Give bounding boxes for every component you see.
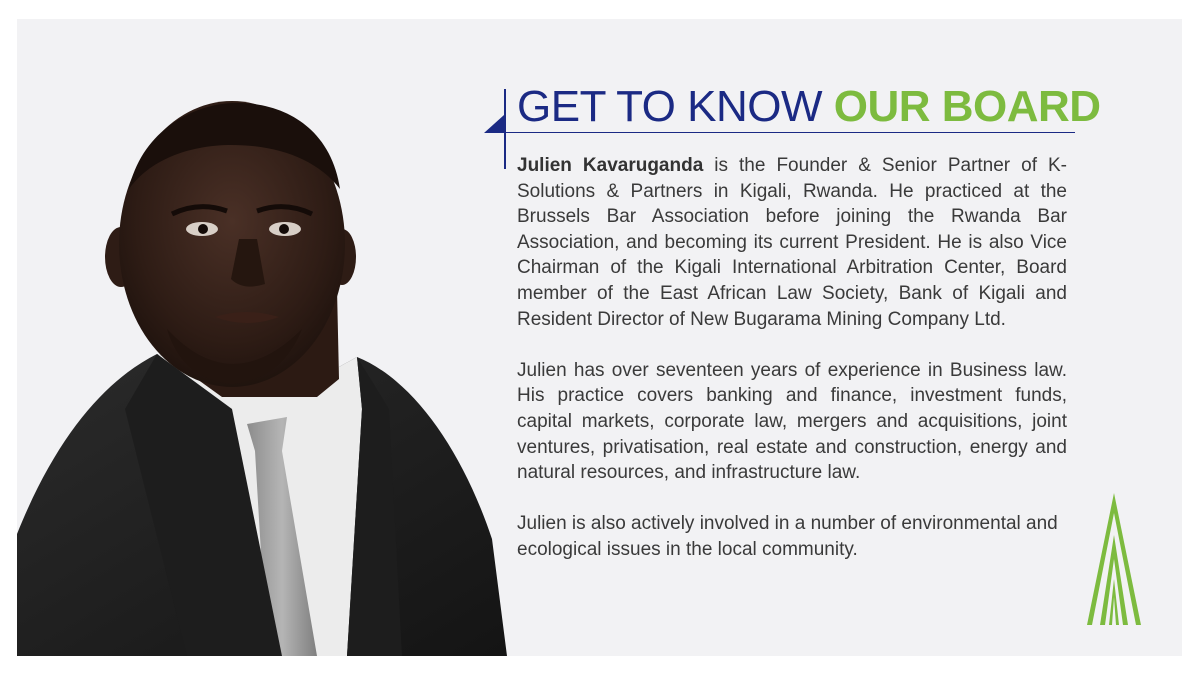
title-underline (504, 132, 1075, 133)
bio-paragraph-2: Julien has over seventeen years of experience in Business law. His practice covers banking and finance, investment funds, capital markets, corporate law, mergers and acquisitions, joint ventures, privatisation, real estate and construction, energy and natural resources, and infrastructure law. (517, 359, 1067, 484)
title-part-get-to-know: GET TO KNOW (517, 82, 834, 131)
green-peak-logo-icon (1087, 493, 1141, 625)
page-title (517, 81, 1101, 133)
member-name: Julien Kavaruganda (517, 155, 704, 176)
bio-paragraph-1-text: is the Founder & Senior Partner of K-Solutions & Partners in Kigali, Rwanda. He practiced at the Brussels Bar Association before joining the Rwanda Bar Association, and becoming its current President. He is also Vice Chairman of the Kigali International Arbitration Center, Board member of the East African Law Society, Bank of Kigali and Resident Director of New Bugarama Mining Company Ltd. (517, 155, 1067, 330)
bio-text (517, 153, 1067, 563)
title-accent-triangle (484, 115, 504, 133)
bio-paragraph-1 (517, 153, 1067, 332)
board-card (17, 19, 1182, 656)
board-member-portrait (17, 79, 507, 656)
title-accent-line (504, 89, 506, 169)
title-part-our-board: OUR BOARD (833, 82, 1101, 131)
bio-paragraph-3: Julien is also actively involved in a number of environmental and ecological issues in the local community. (517, 513, 1058, 560)
